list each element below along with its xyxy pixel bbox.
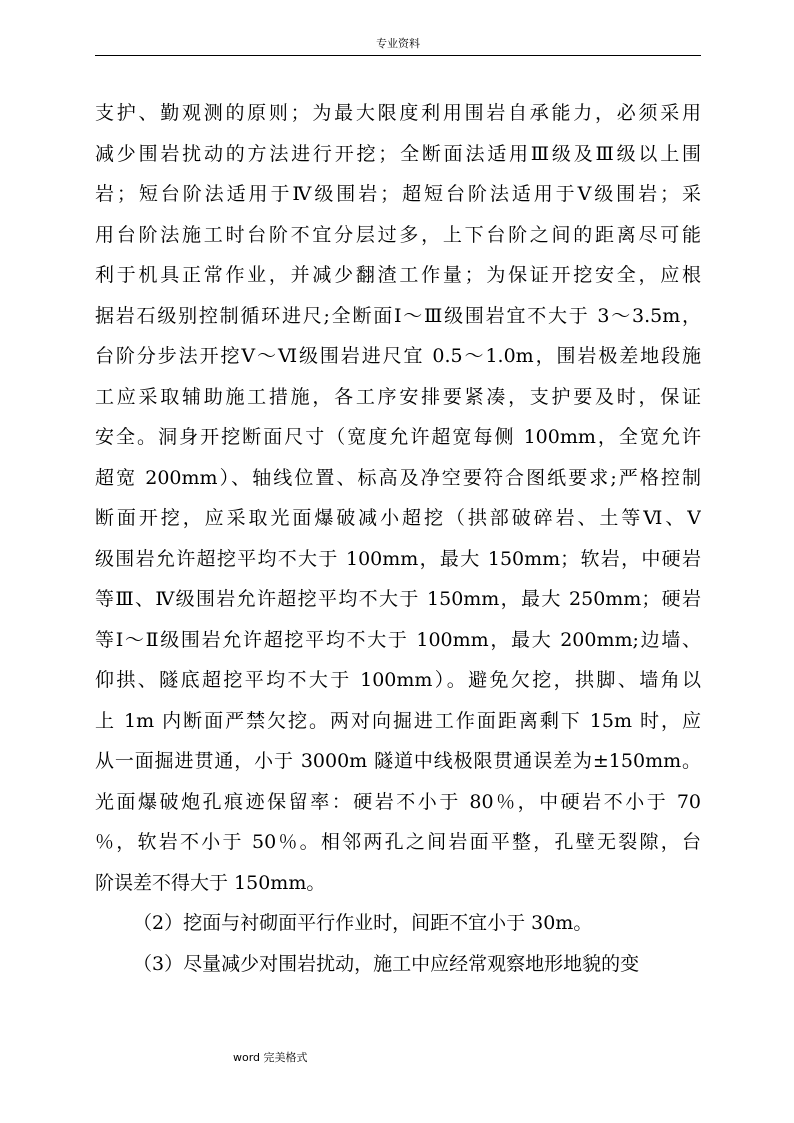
text-line: 用台阶法施工时台阶不宜分层过多，上下台阶之间的距离尽可能 [95, 223, 701, 246]
paragraph-3: （3）尽量减少对围岩扰动，施工中应经常观察地形地貌的变 [133, 952, 640, 975]
text-line: 据岩石级别控制循环进尺;全断面Ⅰ～Ⅲ级围岩宜不大于 3～3.5m， [95, 304, 701, 327]
text-line: 光面爆破炮孔痕迹保留率：硬岩不小于 80％，中硬岩不小于 70 [95, 790, 701, 813]
text-line: 级围岩允许超挖平均不大于 100mm，最大 150mm；软岩，中硬岩 [95, 547, 701, 570]
text-line: 等Ⅲ、Ⅳ级围岩允许超挖平均不大于 150mm，最大 250mm；硬岩 [95, 588, 701, 610]
text-line: 岩；短台阶法适用于Ⅳ级围岩；超短台阶法适用于Ⅴ级围岩；采 [95, 183, 701, 205]
text-line: 利于机具正常作业，并减少翻渣工作量；为保证开挖安全，应根 [95, 264, 701, 286]
text-line: 等Ⅰ～Ⅱ级围岩允许超挖平均不大于 100mm，最大 200mm;边墙、 [95, 628, 701, 651]
text-line: 支护、勤观测的原则；为最大限度利用围岩自承能力，必须采用 [95, 102, 701, 124]
text-line: 超宽 200mm）、轴线位置、标高及净空要符合图纸要求;严格控制 [95, 466, 701, 489]
text-line: 工应采取辅助施工措施，各工序安排要紧凑，支护要及时，保证 [95, 385, 701, 408]
text-line: 减少围岩扰动的方法进行开挖；全断面法适用Ⅲ级及Ⅲ级以上围 [95, 142, 701, 165]
header-text: 专业资料 [376, 37, 420, 50]
text-line: 阶误差不得大于 150mm。 [95, 871, 326, 894]
text-line: ％，软岩不小于 50％。相邻两孔之间岩面平整，孔壁无裂隙，台 [95, 831, 701, 853]
paragraph-2: （2）挖面与衬砌面平行作业时，间距不宜小于 30m。 [133, 912, 593, 934]
body-text [95, 93, 701, 984]
footer-text: word 完美格式 [233, 1051, 308, 1064]
text-line: 断面开挖，应采取光面爆破减小超挖（拱部破碎岩、土等Ⅵ、Ⅴ [95, 507, 701, 529]
text-line: 安全。洞身开挖断面尺寸（宽度允许超宽每侧 100mm，全宽允许 [95, 426, 701, 448]
text-line: 台阶分步法开挖Ⅴ～Ⅵ级围岩进尺宜 0.5～1.0m，围岩极差地段施 [95, 345, 701, 367]
text-line: 仰拱、隧底超挖平均不大于 100mm）。避免欠挖，拱脚、墙角以 [95, 669, 701, 691]
text-line: 从一面掘进贯通，小于 3000m 隧道中线极限贯通误差为±150mm。 [95, 750, 701, 772]
text-line: 上 1m 内断面严禁欠挖。两对向掘进工作面距离剩下 15m 时，应 [95, 709, 701, 732]
page-footer [233, 1050, 308, 1066]
page-header [95, 33, 701, 56]
